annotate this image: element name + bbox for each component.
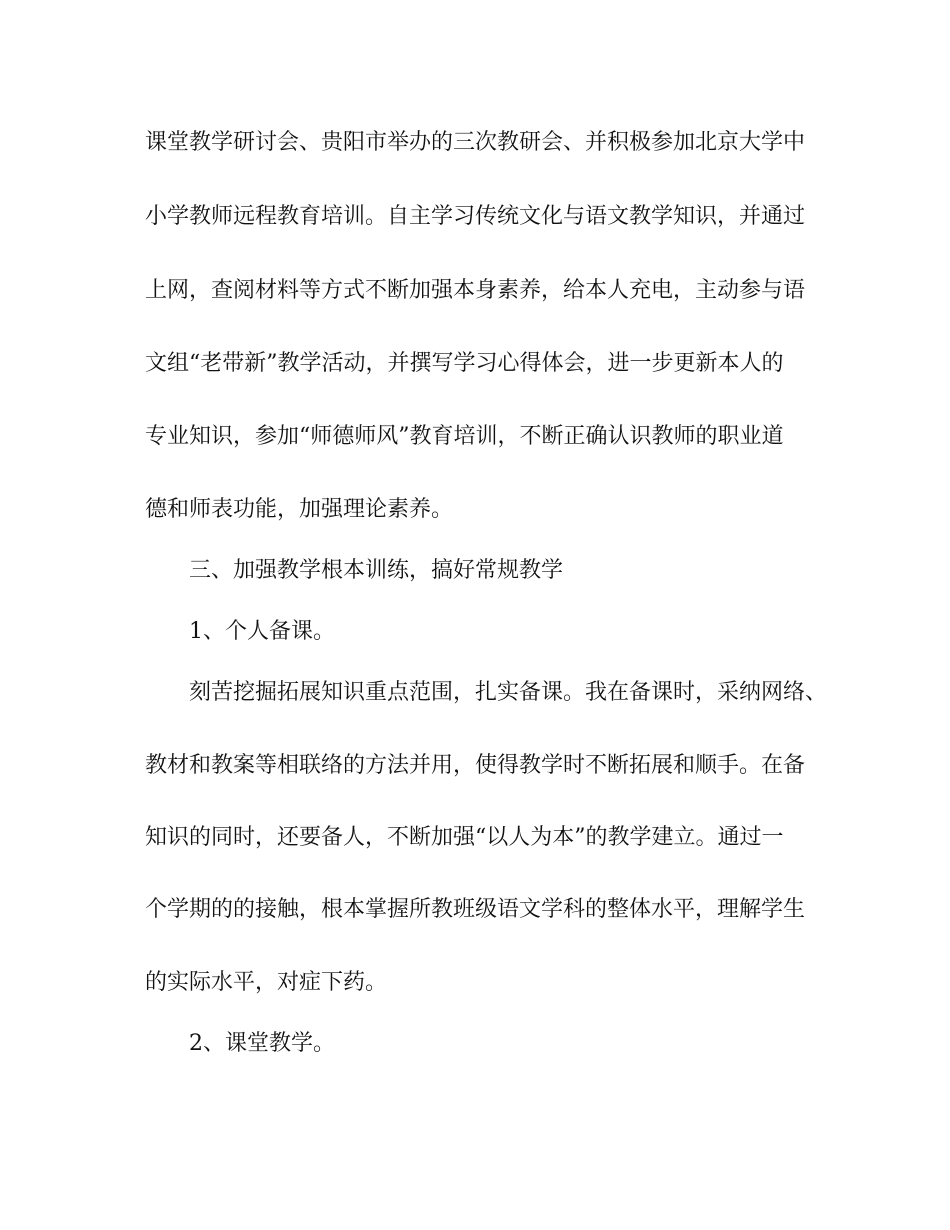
subsection-heading: 2、课堂教学。 (189, 1031, 335, 1056)
paragraph-line: 文组“老带新”教学活动，并撰写学习心得体会，进一步更新本人的 (145, 351, 784, 376)
paragraph-line: 专业知识，参加“师德师风”教育培训，不断正确认识教师的职业道 (145, 424, 784, 449)
paragraph-line: 小学教师远程教育培训。自主学习传统文化与语文教学知识，并通过 (145, 204, 806, 229)
paragraph-line: 德和师表功能，加强理论素养。 (145, 497, 454, 522)
paragraph-line: 课堂教学研讨会、贵阳市举办的三次教研会、并积极参加北京大学中 (145, 130, 806, 155)
paragraph-line: 教材和教案等相联络的方法并用，使得教学时不断拓展和顺手。在备 (145, 753, 806, 778)
subsection-heading: 1、个人备课。 (189, 619, 335, 644)
paragraph-line: 刻苦挖掘拓展知识重点范围，扎实备课。我在备课时，采纳网络、 (189, 680, 828, 705)
paragraph-line: 上网，查阅材料等方式不断加强本身素养，给本人充电，主动参与语 (145, 278, 806, 303)
paragraph-line: 个学期的的接触，根本掌握所教班级语文学科的整体水平，理解学生 (145, 897, 806, 922)
section-heading: 三、加强教学根本训练，搞好常规教学 (189, 558, 564, 583)
paragraph-line: 的实际水平，对症下药。 (145, 970, 388, 995)
paragraph-line: 知识的同时，还要备人，不断加强“以人为本”的教学建立。通过一 (145, 825, 784, 850)
